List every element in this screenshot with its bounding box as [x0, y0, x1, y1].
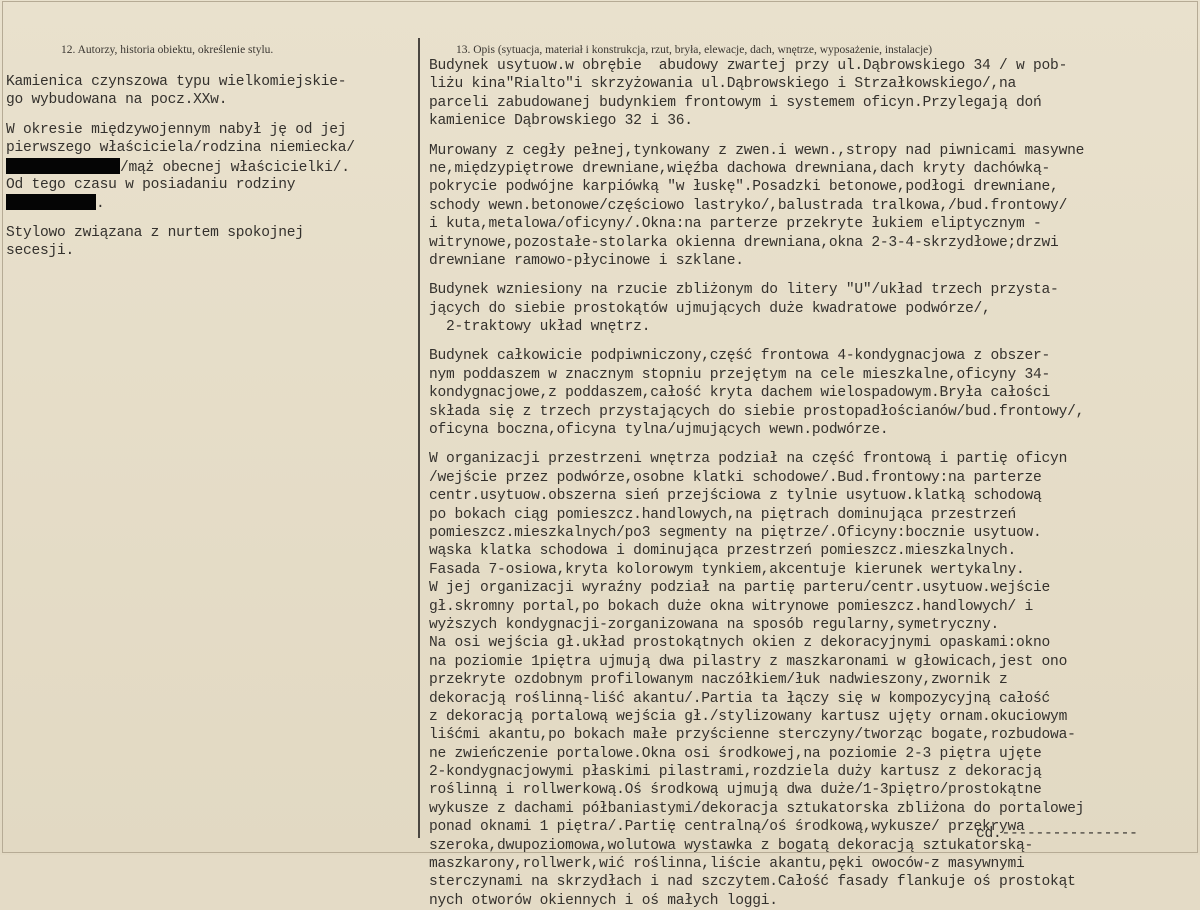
history-paragraph-2 [6, 121, 411, 213]
redaction-block [6, 158, 120, 174]
text-line-redacted [6, 194, 411, 212]
text-line: W okresie międzywojennym nabył ję od jej [6, 121, 347, 138]
text-line-redacted [6, 158, 411, 176]
text-line: ne,międzypiętrowe drewniane,więźba dachowa drewniana,dach kryty dachówką- [429, 160, 1051, 177]
text-line: W jej organizacji wyraźny podział na partię parteru/centr.usytuow.wejście [429, 580, 1051, 597]
section-13-header: 13. Opis (sytuacja, materiał i konstrukcja, rzut, bryła, elewacje, dach, wnętrze, wyposażenie, instalacje) [456, 44, 933, 56]
text-line: maszkarony,rollwerk,wić roślinna,liście akantu,pęki owoców-z masywnymi [429, 856, 1025, 873]
text-line: witrynowe,pozostałe-stolarka okienna drewniana,okna 2-3-4-skrzydłowe;drzwi [429, 234, 1059, 251]
text-line: liśćmi akantu,po bokach małe przyścienne sterczyny/tworząc bogate,rozbudowa- [429, 727, 1076, 744]
text-line: roślinną i rollwerkową.Oś środkową ujmują dwa duże/1-3piętro/prostokątne [429, 782, 1042, 799]
text-fragment: /mąż obecnej właścicielki/. [120, 159, 350, 176]
text-line: 2-kondygnacjowymi płaskimi pilastrami,rozdziela duży kartusz z dekoracją [429, 764, 1042, 781]
text-line: sterczynami na skrzydłach i nad szczytem.Całość fasady flankuje oś prostokąt [429, 874, 1076, 891]
text-line: pomieszcz.mieszkalnych/po3 segmenty na piętrze/.Oficyny:bocznie usytuow. [429, 524, 1042, 541]
section-12-header: 12. Autorzy, historia obiektu, określenie stylu. [61, 44, 274, 56]
redaction-block [6, 194, 96, 210]
text-line: Stylowo związana z nurtem spokojnej [6, 224, 304, 241]
description-paragraph-3 [429, 281, 1199, 336]
text-line: pierwszego właściciela/rodzina niemiecka/ [6, 140, 355, 157]
text-line: kamienice Dąbrowskiego 32 i 36. [429, 113, 693, 130]
text-line: dekoracją roślinną-liść akantu/.Partia ta łączy się w kompozycyjną całość [429, 690, 1051, 707]
text-line: parceli zabudowanej budynkiem frontowym i systemem oficyn.Przylegają doń [429, 94, 1042, 111]
text-line: i kuta,metalowa/oficyny/.Okna:na parterze przekryte łukiem eliptycznym - [429, 216, 1042, 233]
text-line: 2-traktowy układ wnętrz. [429, 319, 651, 336]
text-line: drewniane ramowo-płycinowe i szklane. [429, 252, 744, 269]
text-line: schody wewn.betonowe/częściowo lastryko/,balustrada tralkowa,/bud.frontowy/ [429, 197, 1068, 214]
text-fragment: . [96, 196, 105, 213]
description-paragraph-2 [429, 142, 1199, 271]
text-line: Budynek całkowicie podpiwniczony,część frontowa 4-kondygnacjowa z obszer- [429, 348, 1051, 365]
text-line: W organizacji przestrzeni wnętrza podział na część frontową i partię oficyn [429, 451, 1068, 468]
text-line: nym poddaszem w znacznym stopniu przejętym na cele mieszkalne,oficyny 34- [429, 366, 1051, 383]
text-line: Na osi wejścia gł.układ prostokątnych okien z dekoracyjnymi opaskami:okno [429, 635, 1051, 652]
text-line: Fasada 7-osiowa,kryta kolorowym tynkiem,akcentuje kierunek wertykalny. [429, 561, 1025, 578]
text-line: po bokach ciąg pomieszcz.handlowych,na piętrach dominująca przestrzeń [429, 506, 1017, 523]
text-line: Budynek usytuow.w obrębie abudowy zwartej przy ul.Dąbrowskiego 34 / w pob- [429, 58, 1068, 74]
history-paragraph-3 [6, 224, 411, 261]
text-line: liżu kina"Rialto"i skrzyżowania ul.Dąbrowskiego i Strzałkowskiego/,na [429, 76, 1017, 93]
text-line: wąska klatka schodowa i dominująca przestrzeń pomieszcz.mieszkalnych. [429, 543, 1017, 560]
text-line: na poziomie 1piętra ujmują dwa pilastry z maszkaronami w głowicach,jest ono [429, 653, 1068, 670]
text-line: ne zwieńczenie portalowe.Okna osi środkowej,na poziomie 2-3 piętra ujęte [429, 745, 1042, 762]
text-line: oficyna boczna,oficyna tylna/ujmujących wewn.podwórze. [429, 422, 889, 439]
text-line: wyższych kondygnacji-zorganizowana na sposób regularny,symetryczny. [429, 616, 1000, 633]
text-line: go wybudowana na pocz.XXw. [6, 92, 228, 109]
text-line: przekryte ozdobnym profilowanym naczółkiem/łuk nadwieszony,zwornik z [429, 672, 1008, 689]
text-line: Kamienica czynszowa typu wielkomiejskie- [6, 74, 347, 90]
text-line: centr.usytuow.obszerna sień przejściowa z tylnie usytuow.klatką schodową [429, 488, 1042, 505]
text-line: wykusze z dachami półbaniastymi/dekoracja sztukatorska zbliżona do portalowej [429, 800, 1085, 817]
column-divider [418, 38, 420, 838]
text-line: jących do siebie prostokątów ujmujących duże kwadratowe podwórze/, [429, 300, 991, 317]
text-line: Od tego czasu w posiadaniu rodziny [6, 176, 296, 193]
description-section [429, 57, 1199, 910]
text-line: składa się z trzech przystających do siebie prostopadłościanów/bud.frontowy/, [429, 403, 1085, 420]
text-line: ponad oknami 1 piętra/.Partię centralną/oś środkową,wykusze/ przekrywa [429, 819, 1025, 836]
continued-mark: cd.---------------- [976, 826, 1138, 842]
text-line: gł.skromny portal,po bokach duże okna witrynowe pomieszcz.handlowych/ i [429, 598, 1034, 615]
text-line: Murowany z cegły pełnej,tynkowany z zwen.i wewn.,stropy nad piwnicami masywne [429, 142, 1085, 159]
text-line: Budynek wzniesiony na rzucie zbliżonym do litery "U"/układ trzech przysta- [429, 282, 1059, 299]
description-paragraph-1 [429, 57, 1199, 131]
text-line: pokrycie podwójne karpiówką "w łuskę".Posadzki betonowe,podłogi drewniane, [429, 179, 1059, 196]
text-line: secesji. [6, 243, 75, 260]
text-line: /wejście przez podwórze,osobne klatki schodowe/.Bud.frontowy:na parterze [429, 469, 1042, 486]
history-paragraph-1 [6, 73, 411, 110]
description-paragraph-4 [429, 347, 1199, 439]
history-section [6, 73, 411, 272]
text-line: z dekoracją portalową wejścia gł./stylizowany kartusz ujęty ornam.okuciowym [429, 708, 1068, 725]
text-line: szeroka,dwupoziomowa,wolutowa wystawka z bogatą dekoracją sztukatorską- [429, 837, 1034, 854]
text-line: nych otworów okiennych i oś małych loggi. [429, 892, 778, 909]
text-line: kondygnacjowe,z poddaszem,całość kryta dachem wielospadowym.Bryła całości [429, 385, 1051, 402]
